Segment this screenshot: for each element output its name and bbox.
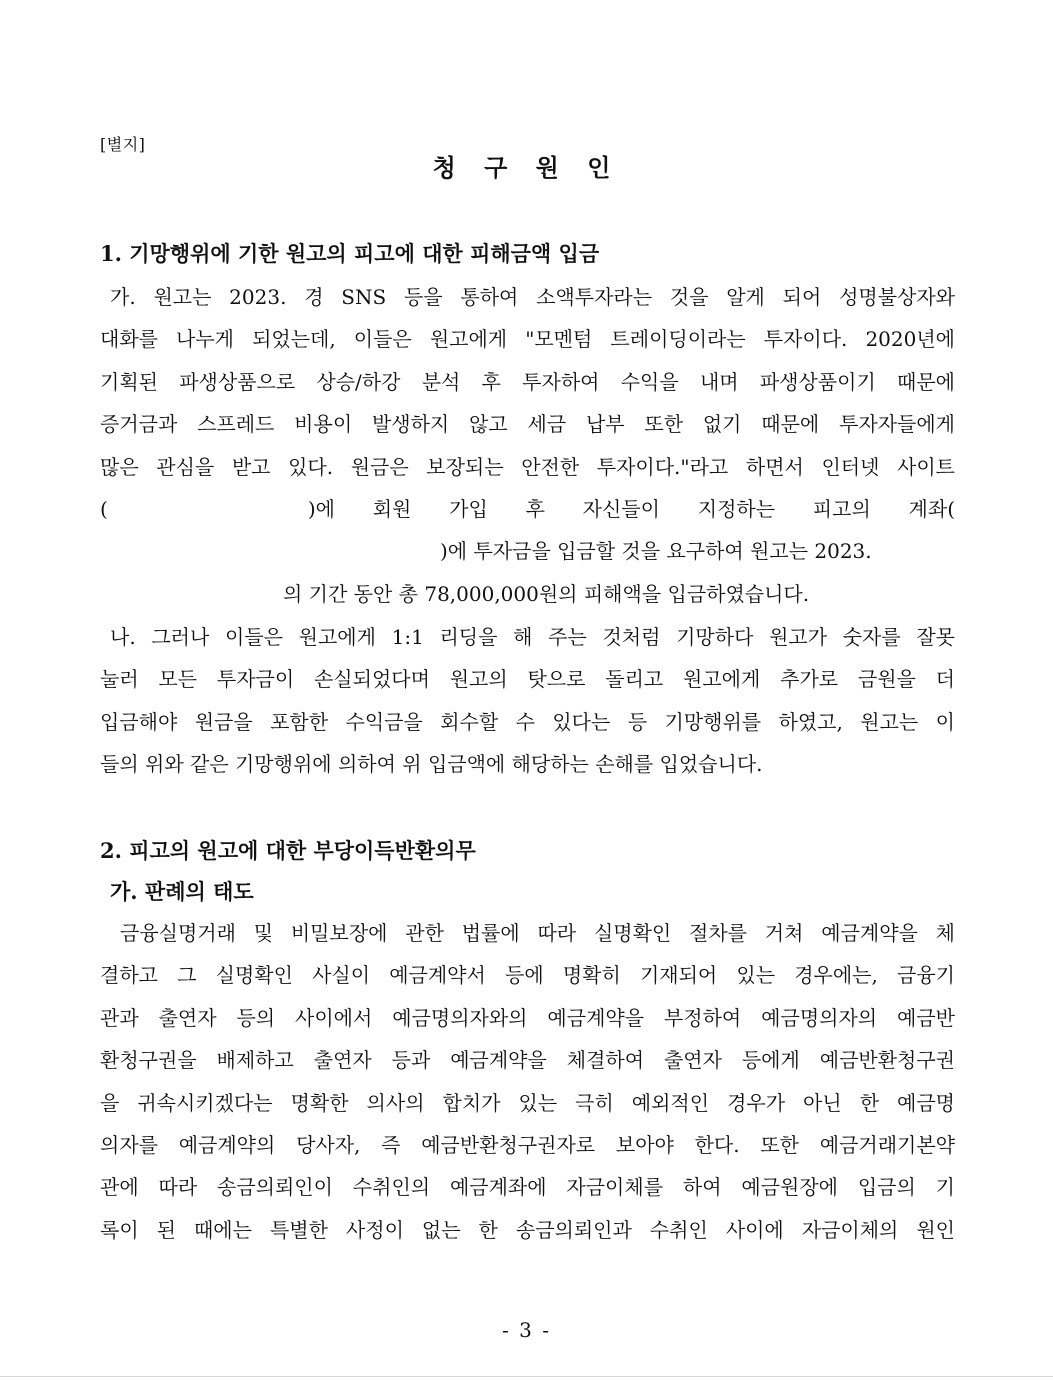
attachment-tag: [별지] <box>100 135 146 154</box>
paragraph-line-with-redaction <box>100 530 955 572</box>
paragraph-line: 록이 된 때에는 특별한 사정이 없는 한 송금의뢰인과 수취인 사이에 자금이체의 원인 <box>100 1217 955 1242</box>
section-2-subheading: 가. 판례의 태도 <box>110 879 254 904</box>
section-2-heading: 2. 피고의 원고에 대한 부당이득반환의무 <box>100 838 476 863</box>
paragraph-line: 관에 따라 송금의뢰인이 수취인의 예금계좌에 자금이체를 하여 예금원장에 입금의 기 <box>100 1175 955 1200</box>
section-1-paragraph-ga <box>100 276 955 615</box>
paragraph-line: 가. 원고는 2023. 경 SNS 등을 통하여 소액투자라는 것을 알게 되어 성명불상자와 <box>110 285 955 309</box>
paragraph-line: 결하고 그 실명확인 사실이 예금계약서 등에 명확히 기재되어 있는 경우에는, 금융기 <box>100 963 955 988</box>
line-text: )에 투자금을 입금할 것을 요구하여 원고는 2023. <box>440 539 872 564</box>
paragraph-line: 환청구권을 배제하고 출연자 등과 예금계약을 체결하여 출연자 등에게 예금반환청구권 <box>100 1048 955 1073</box>
line-text: 의 기간 동안 총 78,000,000원의 피해액을 입금하였습니다. <box>283 581 810 606</box>
paragraph-line: 많은 관심을 받고 있다. 원금은 보장되는 안전한 투자이다."라고 하면서 인터넷 사이트 <box>100 454 955 479</box>
section-1-heading: 1. 기망행위에 기한 원고의 피고에 대한 피해금액 입금 <box>100 241 600 266</box>
section-1-paragraph-na <box>100 616 955 786</box>
paragraph-line-with-redaction <box>100 573 955 615</box>
paragraph-line: 금융실명거래 및 비밀보장에 관한 법률에 따라 실명확인 절차를 거쳐 예금계약을 체 <box>120 921 955 945</box>
page-number: - 3 - <box>502 1318 551 1342</box>
paragraph-line: 관과 출연자 등의 사이에서 예금명의자와의 예금계약을 부정하여 예금명의자의 예금반 <box>100 1005 955 1030</box>
paragraph-line: 을 귀속시키겠다는 명확한 의사의 합치가 있는 극히 예외적인 경우가 아닌 한 예금명 <box>100 1090 955 1115</box>
paragraph-line: 증거금과 스프레드 비용이 발생하지 않고 세금 납부 또한 없기 때문에 투자자들에게 <box>100 412 955 437</box>
paragraph-line: 들의 위와 같은 기망행위에 의하여 위 입금액에 해당하는 손해를 입었습니다. <box>100 752 763 777</box>
paragraph-line: 기획된 파생상품으로 상승/하강 분석 후 투자하여 수익을 내며 파생상품이기 때문에 <box>100 369 955 394</box>
section-2-paragraph <box>100 912 955 1251</box>
page-title: 청 구 원 인 <box>432 153 621 182</box>
page-bottom-divider <box>0 1376 1053 1377</box>
open-paren: ( <box>100 497 108 522</box>
paragraph-line-with-redaction <box>100 488 955 530</box>
paragraph-line: 대화를 나누게 되었는데, 이들은 원고에게 "모멘텀 트레이딩이라는 투자이다. 2020년에 <box>100 327 955 352</box>
paragraph-line: 나. 그러나 이들은 원고에게 1:1 리딩을 해 주는 것처럼 기망하다 원고가 숫자를 잘못 <box>110 625 955 649</box>
paragraph-line: 입금해야 원금을 포함한 수익금을 회수할 수 있다는 등 기망행위를 하였고, 원고는 이 <box>100 709 955 734</box>
paragraph-line: 눌러 모든 투자금이 손실되었다며 원고의 탓으로 돌리고 원고에게 추가로 금원을 더 <box>100 667 955 692</box>
paragraph-line: 의자를 예금계약의 당사자, 즉 예금반환청구권자로 보아야 한다. 또한 예금거래기본약 <box>100 1133 955 1158</box>
line-text: )에 회원 가입 후 자신들이 지정하는 피고의 계좌( <box>307 497 955 522</box>
